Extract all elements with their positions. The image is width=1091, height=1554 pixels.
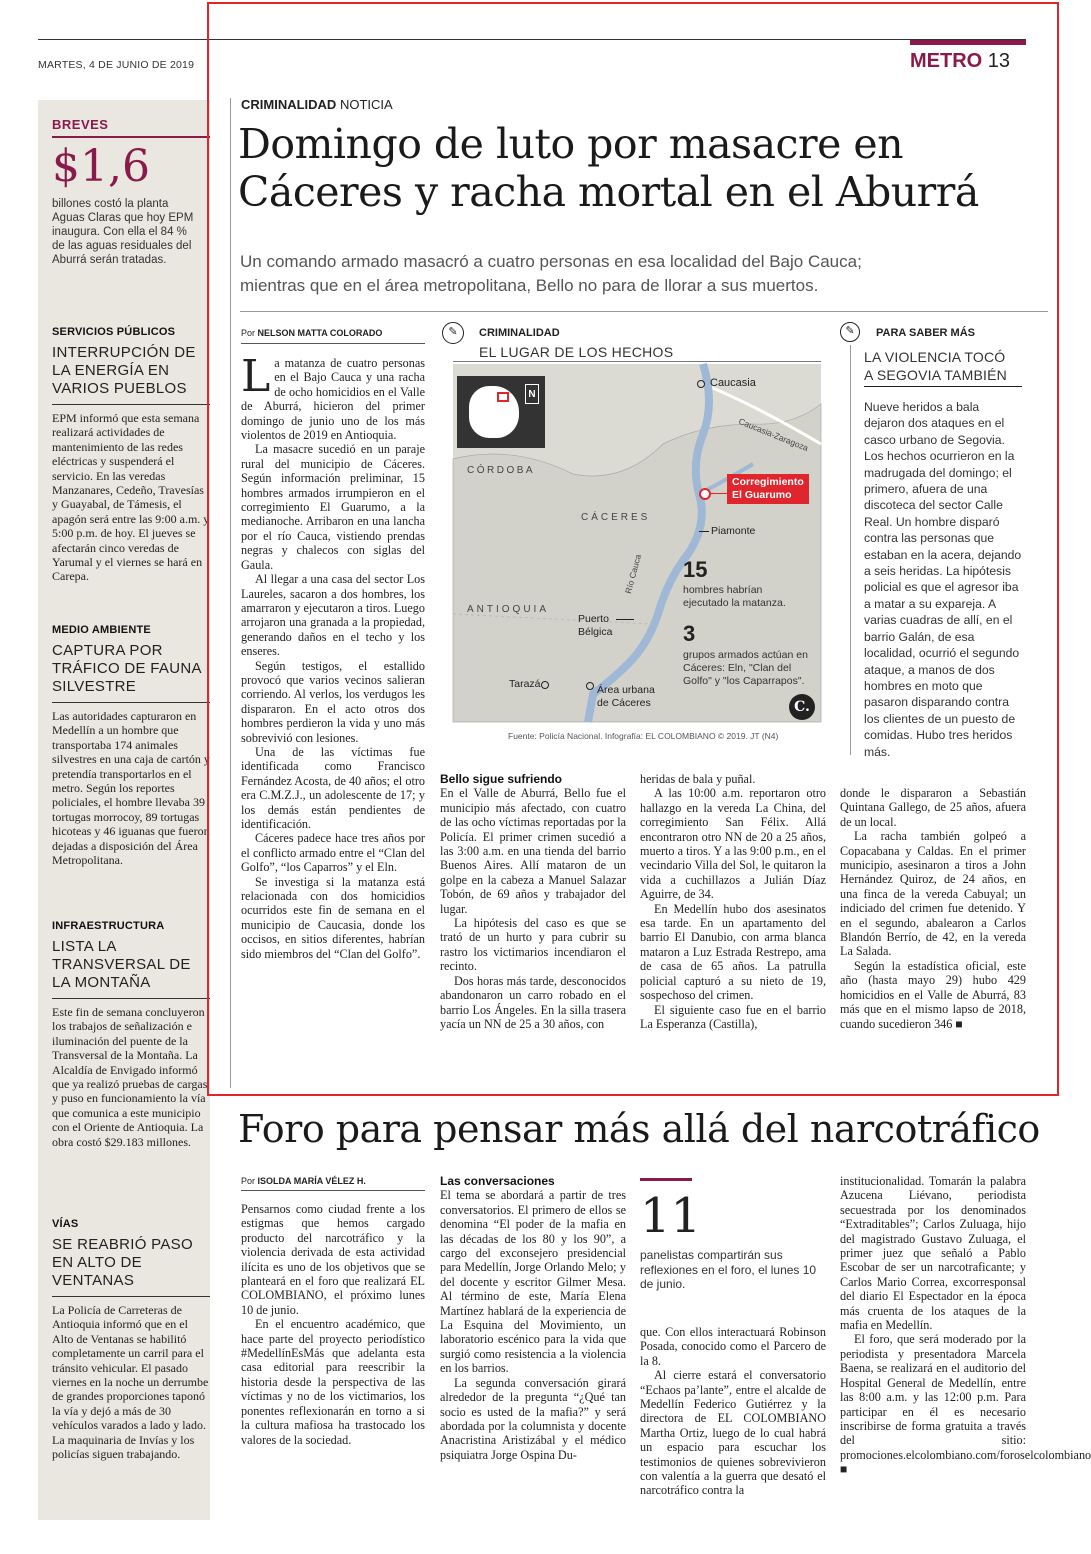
foro-big-number: 11 (640, 1188, 702, 1244)
paragraph: La hipótesis del caso es que se trató de un hurto y para cubrir su rastro los victimarios incendiaron el recinto. (440, 916, 626, 974)
inset-marker (497, 392, 509, 402)
tick-puerto (616, 619, 634, 620)
brief-rule (52, 702, 210, 703)
kicker-light: NOTICIA (339, 97, 393, 112)
paragraph: La masacre sucedió en un paraje rural del municipio de Cáceres. Según información preliminar, 15 hombres armados irrumpieron en el corregimiento El Guarumo, a la medianoche. Arribaron en una lancha por el río Cauca, vistiendo prendas negras y chalecos con siglas del Gaula. (241, 442, 425, 572)
brief-rule (52, 998, 210, 999)
deck-line: mientras que en el área metropolitana, Bello no para de llorar a sus muertos. (240, 276, 819, 295)
map-source: Fuente: Policía Nacional. Infografía: EL COLOMBIANO © 2019. JT (N4) (508, 731, 779, 741)
paragraph: En Medellín hubo dos asesinatos esa tarde. En un apartamento del barrio El Danubio, con arma blanca mataron a Luz Estrada Restrepo, ama de casa de 65 años. La patrulla policial capturó a su nieto de 19, sospechoso del crimen. (640, 901, 826, 1003)
saber-text: Nueve heridos a bala dejaron dos ataques en el casco urbano de Segovia. Los hechos ocurrieron en la madrugada del domingo; el primero, afuera de una discoteca del sector Calle Real. Un hombre disparó contra las personas que estaban en la acera, dejando a seis heridas. La hipótesis policial es que el agresor iba a matar a su expareja. A varias cuadras de allí, en el barrio Galán, de esa localidad, ocurrió el segundo ataque, a manos de dos hombres en moto que pasaron disparando contra los clientes de un puesto de comidas. Hubo tres heridos más. (864, 400, 1022, 759)
brief-kicker: MEDIO AMBIENTE (52, 624, 151, 636)
foro-column-4 (840, 1174, 1091, 1477)
marker-line (711, 493, 727, 494)
tick-piamonte (699, 531, 709, 532)
article-headline (238, 120, 979, 216)
brief-text: Este fin de semana concluyeron los trabajos de señalización e iluminación del puente de la Transversal de la Montaña. La Alcaldía de Envigado informó que ya realizó pruebas de cargas y puso en funcionamiento la vía que comunica a este municipio con el Oriente de Antioquia. La obra costó $29.183 millones. (52, 1005, 208, 1149)
article-left-rule (230, 98, 231, 1088)
deck-line: Un comando armado masacró a cuatro personas en esa localidad del Bajo Cauca; (240, 252, 862, 271)
label-taraza: Tarazá (509, 678, 541, 690)
byline-author: NELSON MATTA COLORADO (257, 328, 383, 338)
breves-rule (52, 136, 210, 138)
label-rio: Río Cauca (623, 553, 644, 595)
area-line: Área urbana (597, 684, 655, 696)
paragraph: Dos horas más tarde, desconocidos abandonaron un carro robado en el barrio Los Ángeles. En la silla trasera yacía un NN de 25 a 30 años, con (440, 973, 626, 1031)
paragraph: A las 10:00 a.m. reportaron otro hallazgo en la vereda La China, del corregimiento San Félix. Allá encontraron otro NN de 20 a 25 años, muerto a tiros. Y a las 9:00 p.m., en el vecindario Villa del Sol, le quitaron la vida a cuchillazos a Julián Díaz Aguirre, de 34. (640, 786, 826, 902)
article-column-4 (840, 786, 1026, 1031)
paragraph: Cáceres padece hace tres años por el conflicto armado entre el “Clan del Golfo”, “los Caparros” y el Eln. (241, 831, 425, 875)
paragraph: La segunda conversación girará alrededor de la pregunta “¿Qué tan socio es usted de la mafia?” y será abordada por la columnista y docente Anacristina Aristizábal y el médico psiquiatra Jorge Ospina Du- (440, 1375, 626, 1462)
paragraph: La racha también golpeó a Copacabana y Caldas. En el primer municipio, asesinaron a tiros a John Hernández Quiroz, de 24 años, en una finca de la vereda Cabuyal; un indiciado del crimen fue detenido. Y en el segundo, abalearon a Carlos Blandón Berrío, de 42, en la vereda La Salada. (840, 829, 1026, 959)
area-line: de Cáceres (597, 697, 651, 709)
paragraph: Una de las víctimas fue identificada como Francisco Fernández Acosta, de 40 años; el otro era C.M.Z.J., un adolescente de 17; y los demás están pendientes de identificación. (241, 744, 425, 831)
saber-kicker: PARA SABER MÁS (876, 327, 976, 339)
label-area-urbana (597, 684, 655, 710)
foro-big-text: panelistas compartirán sus reflexiones en el foro, el lunes 10 de junio. (640, 1248, 817, 1291)
label-antioquia: ANTIOQUIA (467, 604, 550, 615)
article-column-1 (241, 351, 425, 961)
byline-pre: Por (241, 1176, 256, 1186)
subhead: Las conversaciones (440, 1174, 555, 1188)
paragraph: Según la estadística oficial, este año (hasta mayo 29) hubo 429 homicidios en el Valle de Aburrá, 83 más que en el mismo lapso de 2018, cuando sucedieron 346 ■ (840, 958, 1026, 1031)
paragraph: donde le dispararon a Sebastián Quintana Gallego, de 25 años, afuera de un local. (840, 786, 1026, 829)
saber-title-line: LA VIOLENCIA TOCÓ (864, 349, 1006, 365)
section-label: METRO (910, 50, 983, 72)
foro-byline-rule (241, 1190, 425, 1191)
article-column-2 (440, 772, 626, 1031)
brief-kicker: INFRAESTRUCTURA (52, 920, 165, 932)
foro-stat-accent (640, 1178, 692, 1181)
inset-map (457, 376, 545, 448)
map-kicker-icon: ✎ (442, 322, 464, 344)
paragraph: heridas de bala y puñal. (640, 772, 756, 786)
article-column-3 (640, 772, 826, 1031)
map-title: EL LUGAR DE LOS HECHOS (479, 344, 674, 360)
foro-headline: Foro para pensar más allá del narcotráfico (238, 1107, 1040, 1151)
map-title-rule (453, 361, 821, 362)
brief-title: INTERRUPCIÓN DE LA ENERGÍA EN VARIOS PUEBLOS (52, 344, 196, 397)
breves-label: BREVES (52, 117, 109, 132)
brief-text: EPM informó que esta semana realizará actividades de mantenimiento de las redes eléctricas y suspenderá el servicio. En las veredas Manzanares, Cedeño, Travesías y Guayabal, de Támesis, el apagón será entre las 9:00 a.m. y 5:00 p.m. de hoy. El jueves se afectarán cinco veredas de Yarumal y el viernes se hará en Carepa. (52, 411, 210, 584)
label-guarumo (727, 474, 809, 504)
brief-text: Las autoridades capturaron en Medellín a un hombre que transportaba 174 animales silvestres en una caja de cartón y pretendía transportarlos en el metro. Según los reportes policiales, el hombre llevaba 39 tortugas morrocoy, 89 tortugas hicoteas y 46 iguanas que fueron dejadas a disposición del Área Metropolitana. (52, 709, 210, 868)
paragraph: que. Con ellos interactuará Robinson Posada, conocido como el Parcero de la 8. (640, 1325, 826, 1368)
saber-rule (864, 386, 1022, 387)
kicker-bold: CRIMINALIDAD (241, 97, 337, 112)
saber-side-rule (850, 345, 851, 755)
map-kicker: CRIMINALIDAD (479, 327, 560, 339)
brief-rule (52, 404, 210, 405)
inset-shape (469, 386, 519, 438)
paragraph: El foro, que será moderado por la periodista y presentadora Marcela Baena, se realizará en el auditorio del Hospital General de Medellín, entre las 8:00 a.m. y las 12:00 p.m. Para participar en él es necesario inscribirse de forma gratuita a través del sitio: promociones.elcolombiano.com/foroselcolombiano ■ (840, 1332, 1091, 1477)
label-caceres: CÁCERES (581, 512, 651, 523)
guarumo-line: El Guarumo (732, 489, 792, 501)
breves-big-text: billones costó la planta Aguas Claras que hoy EPM inaugura. Con ella el 84 % de las aguas residuales del Aburrá serán tratadas. (52, 198, 194, 266)
map-canvas (453, 364, 821, 722)
brief-title: LISTA LA TRANSVERSAL DE LA MONTAÑA (52, 938, 191, 991)
byline-pre: Por (241, 328, 256, 338)
foro-byline (241, 1176, 366, 1186)
paragraph: Al llegar a una casa del sector Los Laureles, sacaron a dos hombres, los amarraron y ejecutaron a tiros. Luego arrojaron una granada a la propiedad, generando daños en el techo y los enseres. (241, 572, 425, 659)
label-piamonte: Piamonte (711, 525, 756, 537)
brief-title: SE REABRIÓ PASO EN ALTO DE VENTANAS (52, 1236, 193, 1289)
foro-column-2 (440, 1174, 626, 1462)
puerto-line: Puerto (578, 613, 609, 625)
byline-rule (241, 343, 425, 344)
saber-title (864, 348, 1007, 384)
header-date: MARTES, 4 DE JUNIO DE 2019 (38, 59, 195, 71)
label-cordoba: CÓRDOBA (467, 465, 536, 476)
article-deck (240, 250, 862, 298)
brand-logo: C. (789, 694, 815, 720)
guarumo-line: Corregimiento (732, 476, 804, 488)
brief-title: CAPTURA POR TRÁFICO DE FAUNA SILVESTRE (52, 642, 201, 695)
headline-line: Cáceres y racha mortal en el Aburrá (238, 168, 979, 216)
foro-column-1 (241, 1202, 425, 1447)
town-dot-caceres (586, 682, 594, 690)
town-dot-caucasia (697, 380, 705, 388)
headline-line: Domingo de luto por masacre en (238, 120, 904, 168)
label-road: Caucasia-Zaragoza (737, 416, 810, 454)
deck-rule (240, 311, 1048, 312)
label-caucasia: Caucasia (710, 377, 756, 389)
paragraph: El tema se abordará a partir de tres conversatorios. El primero de ellos se denomina “El poder de la mafia en las décadas de los 80 y los 90”, a cargo del exconsejero presidencial para Medellín, Jorge Orlando Melo; y del docente y escritor Gilmer Mesa. Al término de este, María Elena Martínez hablará de la experiencia de La Esquina del Movimiento, un laboratorio escénico para la vida que surgió como resistencia a la violencia en los barrios. (440, 1188, 626, 1376)
town-dot-taraza (541, 681, 549, 689)
paragraph: En el Valle de Aburrá, Bello fue el municipio más afectado, con cuatro de las ocho víctimas reportadas por la Policía. El primer crimen sucedió a las 3:00 a.m. en una tienda del barrio Buenos Aires. Allí mataron de un golpe en la cabeza a Manuel Salazar Tobón, de 69 años y trabajador del lugar. (440, 786, 626, 916)
brief-kicker: VÍAS (52, 1218, 79, 1230)
sidebar-breves (38, 100, 210, 1520)
paragraph: institucionalidad. Tomarán la palabra Azucena Liévano, periodista secuestrada por los denominados “Extraditables”; Carlos Zuluaga, hijo del magistrado Gustavo Zuluaga, el primer juez que señaló a Pablo Escobar de ser un narcotraficante; y Carlos Mario Correa, excorresponsal del diario El Espectador en la época más cruenta de los ataques de la mafia en Medellín. (840, 1174, 1026, 1333)
paragraph: En el encuentro académico, que hace parte del proyecto periodístico #MedellínEsMás que adelanta esta casa editorial para reescribir la historia desde la perspectiva de las víctimas y no de los victimarios, los ponentes reflexionarán en torno a si la cultura mafiosa ha trastocado los valores de la sociedad. (241, 1317, 425, 1447)
info-icon: ✎ (840, 322, 860, 342)
page-number: 13 (987, 50, 1011, 72)
dropcap: L (241, 351, 271, 402)
foro-column-3 (640, 1325, 826, 1498)
paragraph: Pensarnos como ciudad frente a los estigmas que hemos cargado producto del narcotráfico y la violencia derivada de esta actividad ilícita es uno de los objetivos que se planteará en el foro que realizará EL COLOMBIANO, el próximo lunes 10 de junio. (241, 1202, 425, 1317)
paragraph: a matanza de cuatro personas en el Bajo Cauca y una racha de ocho homicidios en el Valle de Aburrá, hicieron del primer domingo de junio uno de los más violentos de 2019 en Antioquia. (241, 356, 425, 443)
north-arrow: N (525, 384, 539, 404)
label-puerto (578, 613, 612, 639)
puerto-line: Bélgica (578, 626, 613, 638)
stat-15-text: hombres habrían ejecutado la matanza. (683, 584, 786, 609)
brief-text: La Policía de Carreteras de Antioquia informó que en el Alto de Ventanas se habilitó completamente un carril para el tránsito vehicular. El pasado viernes en la noche un derrumbe de grandes proporciones taponó la vía y dejó a más de 30 vehículos varados a lado y lado. La maquinaria de Invías y los policías siguen trabajando. (52, 1303, 209, 1462)
saber-title-line: A SEGOVIA TAMBIÉN (864, 367, 1007, 383)
paragraph: Según testigos, el estallido provocó que varios vecinos salieran corriendo. Al verlos, los verdugos les dispararon. En el acto otros dos hombres perdieron la vida y uno más sobrevivió con lesiones. (241, 658, 425, 745)
paragraph: El siguiente caso fue en el barrio La Esperanza (Castilla), (640, 1002, 826, 1031)
breves-big-number: $1,6 (52, 141, 150, 192)
paragraph: Se investiga si la matanza está relacionada con dos homicidios ocurridos este fin de semana en el municipio de Caucasia, donde los occisos, en sitios diferentes, habrían sido miembros del “Clan del Golfo”. (241, 874, 425, 961)
article-byline (241, 328, 382, 338)
stat-3: 3 (683, 621, 696, 646)
paragraph: Al cierre estará el conversatorio “Echaos pa’lante”, entre el alcalde de Medellín Federico Gutiérrez y la directora de EL COLOMBIANO Martha Ortiz, luego de lo cual habrá un espacio para escuchar los testimonios de quienes sobrevivieron con valentía a la guerra que desató el narcotráfico contra la (640, 1368, 826, 1498)
brief-kicker: SERVICIOS PÚBLICOS (52, 326, 176, 338)
article-kicker (241, 97, 393, 112)
stat-15: 15 (683, 557, 708, 582)
byline-author: ISOLDA MARÍA VÉLEZ H. (257, 1176, 366, 1186)
marker-guarumo (699, 488, 711, 500)
stat-3-text: grupos armados actúan en Cáceres: Eln, "Clan del Golfo" y "los Caparrapos". (683, 649, 808, 687)
subhead: Bello sigue sufriendo (440, 772, 563, 786)
brief-rule (52, 1296, 210, 1297)
